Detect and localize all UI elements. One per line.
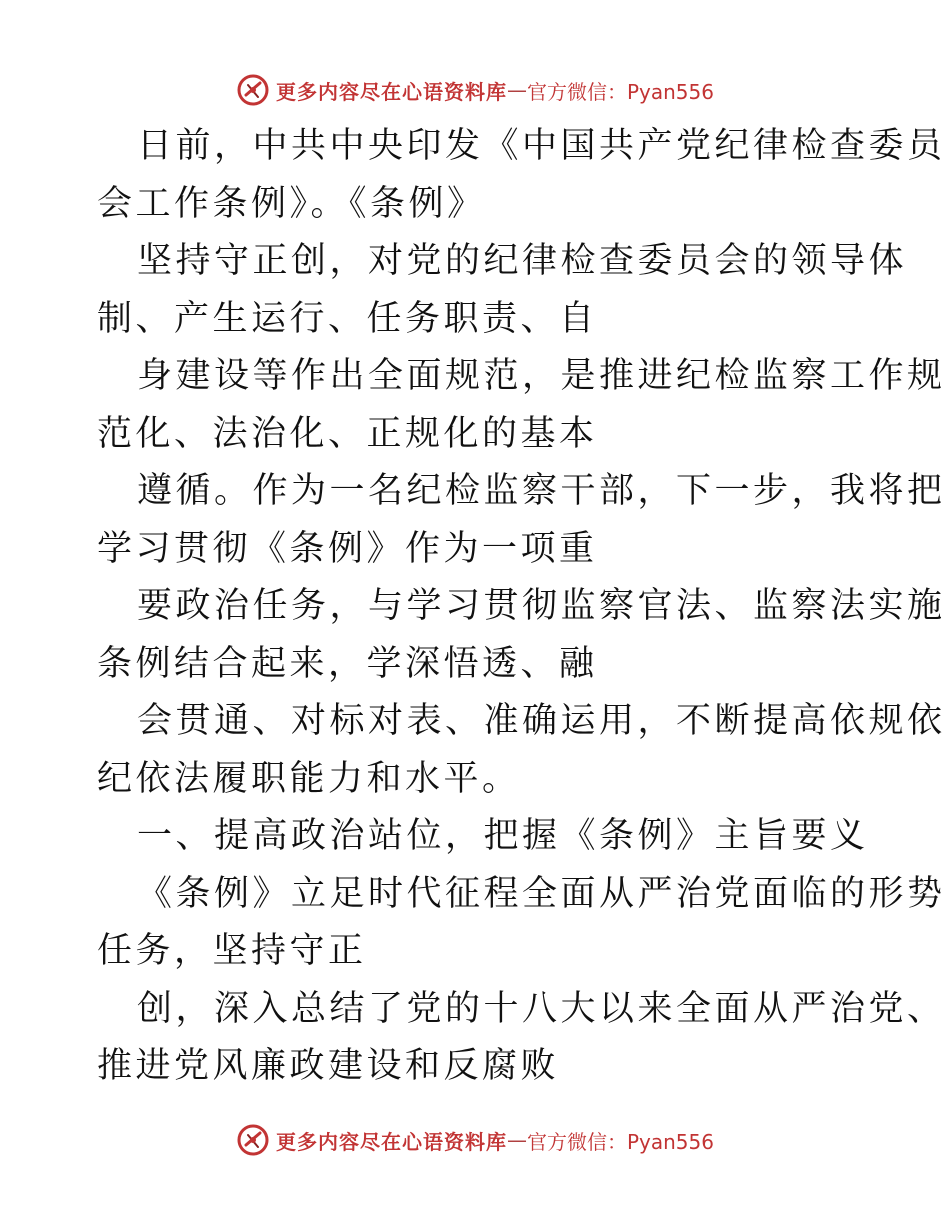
header-brand-text: 更多内容尽在心语资料库 (275, 79, 507, 104)
body-line: 坚持守正创，对党的纪律检查委员会的领导体 (137, 241, 908, 281)
footer-separator: — (506, 1128, 527, 1152)
brand-logo-icon (236, 1123, 270, 1157)
body-line: 日前，中共中央印发《中国共产党纪律检查委员 (137, 126, 946, 166)
body-line: 会工作条例》。《条例》 (97, 183, 486, 224)
body-line: 推进党风廉政建设和反腐败 (97, 1046, 560, 1086)
body-line: 学习贯彻《条例》作为一项重 (97, 528, 598, 569)
footer-banner (0, 1120, 950, 1160)
body-line: 制、产生运行、任务职责、自 (97, 298, 598, 339)
body-line: 任务，坚持守正 (97, 931, 367, 971)
header-separator: — (506, 78, 527, 102)
body-line: 会贯通、对标对表、准确运用，不断提高依规依 (137, 701, 946, 741)
brand-logo-icon (236, 73, 270, 107)
body-line: 要政治任务，与学习贯彻监察官法、监察法实施 (137, 586, 946, 626)
body-line: 《条例》立足时代征程全面从严治党面临的形势 (137, 873, 946, 914)
body-line: 身建设等作出全面规范，是推进纪检监察工作规 (137, 356, 946, 396)
body-line: 遵循。作为一名纪检监察干部，下一步，我将把 (137, 471, 946, 511)
header-contact-text: 官方微信：Pyan556 (526, 79, 714, 104)
footer-brand-text: 更多内容尽在心语资料库 (275, 1129, 507, 1154)
body-text (97, 118, 946, 1096)
header-banner (0, 70, 950, 110)
footer-contact-text: 官方微信：Pyan556 (526, 1129, 714, 1154)
body-line: 创，深入总结了党的十八大以来全面从严治党、 (137, 988, 946, 1029)
body-line: 范化、法治化、正规化的基本 (97, 413, 598, 454)
body-line: 一、提高政治站位，把握《条例》主旨要义 (137, 816, 869, 856)
body-line: 条例结合起来，学深悟透、融 (97, 643, 598, 684)
body-line: 纪依法履职能力和水平。 (97, 758, 521, 799)
